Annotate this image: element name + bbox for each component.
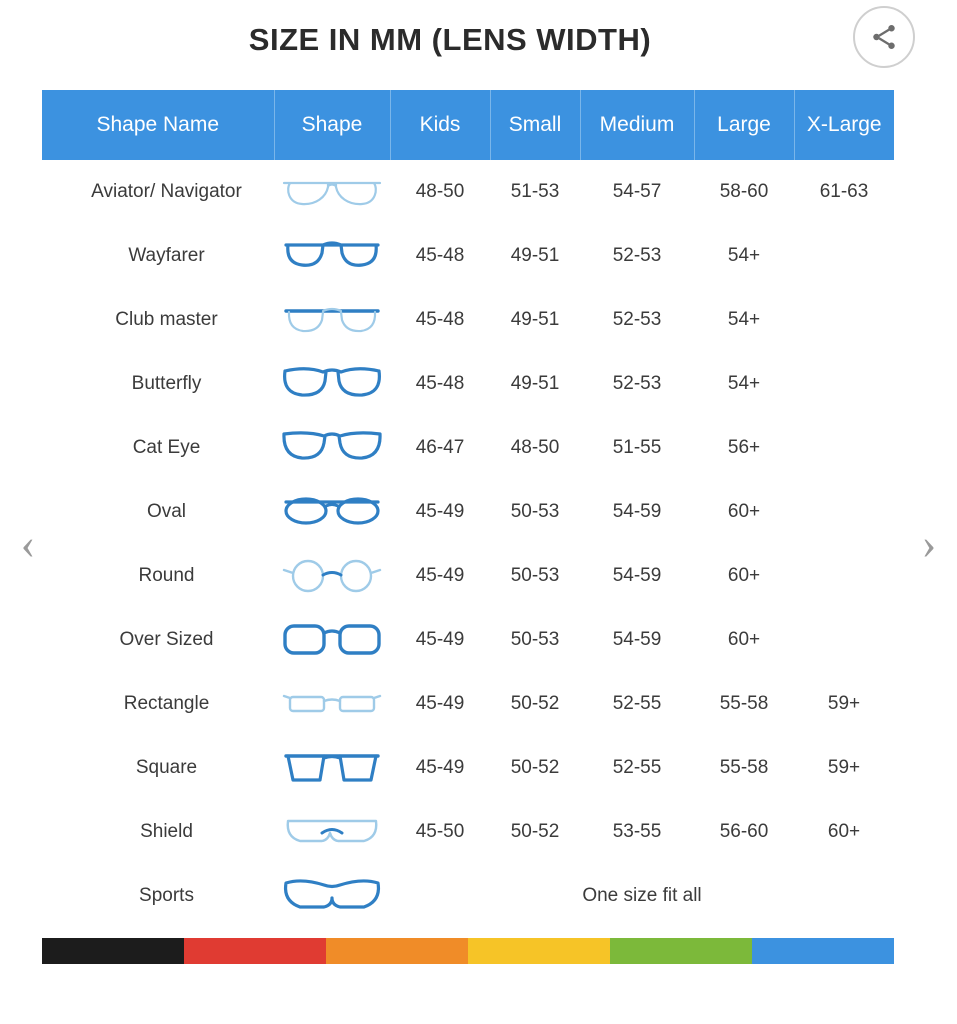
row-name: Shield	[42, 800, 274, 864]
row-small: 49-51	[490, 352, 580, 416]
row-name: Butterfly	[42, 352, 274, 416]
table-row	[42, 672, 894, 736]
row-name: Cat Eye	[42, 416, 274, 480]
column-header-kids: Kids	[390, 90, 490, 160]
row-name: Club master	[42, 288, 274, 352]
row-kids: 45-48	[390, 352, 490, 416]
row-large: 60+	[694, 544, 794, 608]
column-header-medium: Medium	[580, 90, 694, 160]
round-glasses-icon	[280, 555, 384, 597]
table-row	[42, 160, 894, 224]
row-medium: 52-55	[580, 736, 694, 800]
row-kids: 45-50	[390, 800, 490, 864]
row-one-size-note: One size fit all	[390, 864, 894, 928]
table-header-row	[42, 90, 894, 160]
row-large: 56-60	[694, 800, 794, 864]
butterfly-glasses-icon	[280, 363, 384, 405]
row-kids: 45-49	[390, 672, 490, 736]
next-arrow-button[interactable]: ›	[921, 519, 937, 568]
row-small: 51-53	[490, 160, 580, 224]
row-small: 50-53	[490, 608, 580, 672]
color-bar-segment-6	[752, 938, 894, 964]
color-bar-segment-5	[610, 938, 752, 964]
shield-glasses-icon	[280, 811, 384, 853]
row-large: 56+	[694, 416, 794, 480]
square-glasses-icon	[280, 747, 384, 789]
row-shape	[274, 288, 390, 352]
row-small: 50-52	[490, 800, 580, 864]
row-xlarge: 61-63	[794, 160, 894, 224]
row-shape	[274, 416, 390, 480]
table-row	[42, 224, 894, 288]
row-large: 60+	[694, 480, 794, 544]
table-header	[42, 90, 894, 160]
row-xlarge	[794, 352, 894, 416]
row-small: 50-52	[490, 672, 580, 736]
row-shape	[274, 224, 390, 288]
oversized-glasses-icon	[280, 619, 384, 661]
row-kids: 45-49	[390, 544, 490, 608]
row-name: Rectangle	[42, 672, 274, 736]
row-large: 54+	[694, 352, 794, 416]
row-large: 55-58	[694, 672, 794, 736]
aviator-glasses-icon	[280, 171, 384, 213]
table-row	[42, 352, 894, 416]
row-small: 50-53	[490, 544, 580, 608]
table-body	[42, 160, 894, 928]
oval-glasses-icon	[280, 491, 384, 533]
row-shape	[274, 672, 390, 736]
color-bar-segment-4	[468, 938, 610, 964]
row-kids: 45-49	[390, 736, 490, 800]
row-medium: 51-55	[580, 416, 694, 480]
row-xlarge: 60+	[794, 800, 894, 864]
row-name: Wayfarer	[42, 224, 274, 288]
row-kids: 45-49	[390, 608, 490, 672]
row-shape	[274, 736, 390, 800]
prev-arrow-button[interactable]: ‹	[20, 519, 36, 568]
row-large: 54+	[694, 288, 794, 352]
row-medium: 52-53	[580, 352, 694, 416]
row-name: Round	[42, 544, 274, 608]
row-xlarge	[794, 416, 894, 480]
column-header-small: Small	[490, 90, 580, 160]
row-medium: 52-55	[580, 672, 694, 736]
row-small: 50-52	[490, 736, 580, 800]
row-xlarge	[794, 544, 894, 608]
size-table	[42, 90, 894, 928]
row-medium: 54-59	[580, 480, 694, 544]
row-shape	[274, 352, 390, 416]
row-kids: 48-50	[390, 160, 490, 224]
column-header-large: Large	[694, 90, 794, 160]
column-header-shape-name: Shape Name	[42, 90, 274, 160]
row-medium: 52-53	[580, 288, 694, 352]
row-large: 55-58	[694, 736, 794, 800]
row-kids: 45-49	[390, 480, 490, 544]
row-small: 49-51	[490, 288, 580, 352]
row-shape	[274, 608, 390, 672]
color-bar	[42, 938, 894, 964]
wayfarer-glasses-icon	[280, 235, 384, 277]
row-xlarge	[794, 288, 894, 352]
row-large: 54+	[694, 224, 794, 288]
row-medium: 54-59	[580, 608, 694, 672]
row-xlarge: 59+	[794, 672, 894, 736]
row-shape	[274, 864, 390, 928]
row-xlarge	[794, 608, 894, 672]
row-name: Over Sized	[42, 608, 274, 672]
table-row	[42, 416, 894, 480]
row-small: 48-50	[490, 416, 580, 480]
row-shape	[274, 800, 390, 864]
share-button[interactable]	[853, 6, 915, 68]
table-row	[42, 608, 894, 672]
color-bar-segment-1	[42, 938, 184, 964]
row-small: 50-53	[490, 480, 580, 544]
table-row	[42, 864, 894, 928]
sports-glasses-icon	[280, 875, 384, 917]
share-icon	[869, 22, 899, 52]
size-table-container	[42, 90, 894, 928]
column-header-shape: Shape	[274, 90, 390, 160]
row-name: Square	[42, 736, 274, 800]
row-name: Aviator/ Navigator	[42, 160, 274, 224]
cateye-glasses-icon	[280, 427, 384, 469]
row-kids: 45-48	[390, 288, 490, 352]
page-title: SIZE IN MM (LENS WIDTH)	[248, 22, 652, 57]
row-xlarge	[794, 480, 894, 544]
color-bar-segment-3	[326, 938, 468, 964]
row-xlarge	[794, 224, 894, 288]
row-shape	[274, 160, 390, 224]
row-medium: 52-53	[580, 224, 694, 288]
row-name: Sports	[42, 864, 274, 928]
bottom-space	[0, 970, 957, 1024]
row-large: 58-60	[694, 160, 794, 224]
color-bar-segment-2	[184, 938, 326, 964]
row-large: 60+	[694, 608, 794, 672]
table-row	[42, 544, 894, 608]
table-row	[42, 288, 894, 352]
row-shape	[274, 480, 390, 544]
table-row	[42, 800, 894, 864]
row-medium: 54-59	[580, 544, 694, 608]
row-medium: 53-55	[580, 800, 694, 864]
row-shape	[274, 544, 390, 608]
row-name: Oval	[42, 480, 274, 544]
rectangle-glasses-icon	[280, 683, 384, 725]
table-row	[42, 480, 894, 544]
row-kids: 46-47	[390, 416, 490, 480]
column-header-xlarge: X-Large	[794, 90, 894, 160]
row-xlarge: 59+	[794, 736, 894, 800]
row-kids: 45-48	[390, 224, 490, 288]
row-medium: 54-57	[580, 160, 694, 224]
clubmaster-glasses-icon	[280, 299, 384, 341]
table-row	[42, 736, 894, 800]
row-small: 49-51	[490, 224, 580, 288]
